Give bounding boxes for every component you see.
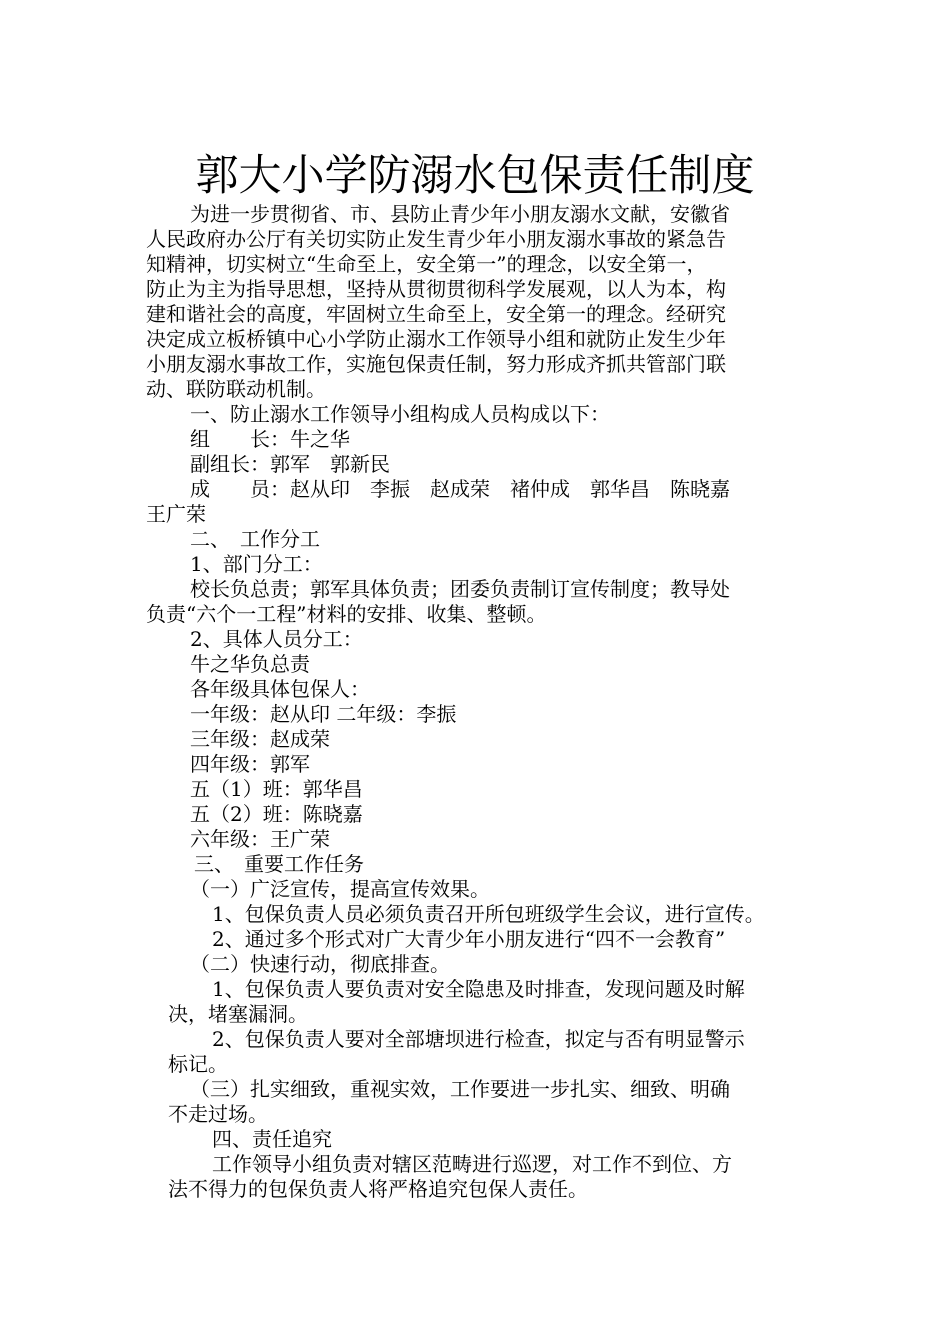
intro-line: 决定成立板桥镇中心小学防止溺水工作领导小组和就防止发生少年 [146, 327, 726, 351]
document-title: 郭大小学防溺水包保责任制度 [195, 151, 755, 201]
task-line: 标记。 [168, 1052, 228, 1076]
staff-line: 三年级：赵成荣 [190, 727, 330, 751]
section-heading: 二、 工作分工 [190, 527, 320, 551]
task-line: 1、包保负责人员必须负责召开所包班级学生会议，进行宣传。 [212, 902, 765, 926]
subsection-heading: 2、具体人员分工： [190, 627, 363, 651]
staff-line: 一年级：赵从印 二年级：李振 [190, 702, 457, 726]
subsection-heading: （二）快速行动，彻底排查。 [190, 952, 450, 976]
members-line: 王广荣 [146, 502, 206, 526]
staff-line: 四年级：郭军 [190, 752, 310, 776]
intro-line: 人民政府办公厅有关切实防止发生青少年小朋友溺水事故的紧急告 [146, 227, 726, 251]
task-line: 2、包保负责人要对全部塘坝进行检查，拟定与否有明显警示 [212, 1027, 745, 1051]
staff-line: 六年级：王广荣 [190, 827, 330, 851]
intro-line: 小朋友溺水事故工作，实施包保责任制，努力形成齐抓共管部门联 [146, 352, 726, 376]
staff-line: 各年级具体包保人： [190, 677, 370, 701]
intro-line: 动、联防联动机制。 [146, 377, 326, 401]
staff-line: 五（2）班：陈晓嘉 [190, 802, 363, 826]
subsection-heading: （三）扎实细致，重视实效，工作要进一步扎实、细致、明确 [190, 1077, 730, 1101]
task-line: 1、包保负责人要负责对安全隐患及时排查，发现问题及时解 [212, 977, 745, 1001]
task-line: 不走过场。 [168, 1102, 268, 1126]
intro-line: 防止为主为指导思想，坚持从贯彻贯彻科学发展观，以人为本，构 [146, 277, 726, 301]
task-line: 决，堵塞漏洞。 [168, 1002, 308, 1026]
staff-line: 五（1）班：郭华昌 [190, 777, 363, 801]
members-line: 成 员：赵从印 李振 赵成荣 褚仲成 郭华昌 陈晓嘉 [190, 477, 730, 501]
intro-line: 为进一步贯彻省、市、县防止青少年小朋友溺水文献，安徽省 [190, 202, 730, 226]
section-heading: 一、防止溺水工作领导小组构成人员构成以下： [190, 402, 610, 426]
intro-line: 知精神，切实树立“生命至上，安全第一”的理念，以安全第一， [146, 252, 707, 276]
deputy-line: 副组长：郭军 郭新民 [190, 452, 390, 476]
paragraph-line: 负责“六个一工程”材料的安排、收集、整顿。 [146, 602, 547, 626]
leader-line: 组 长：牛之华 [190, 427, 350, 451]
paragraph-line: 工作领导小组负责对辖区范畴进行巡逻，对工作不到位、方 [212, 1152, 732, 1176]
paragraph-line: 校长负总责；郭军具体负责；团委负责制订宣传制度；教导处 [190, 577, 730, 601]
section-heading: 三、 重要工作任务 [194, 852, 364, 876]
section-heading: 四、责任追究 [212, 1127, 332, 1151]
task-line: 2、通过多个形式对广大青少年小朋友进行“四不一会教育” [212, 927, 726, 951]
staff-line: 牛之华负总责 [190, 652, 310, 676]
intro-line: 建和谐社会的高度，牢固树立生命至上，安全第一的理念。经研究 [146, 302, 726, 326]
subsection-heading: 1、部门分工： [190, 552, 323, 576]
paragraph-line: 法不得力的包保负责人将严格追究包保人责任。 [168, 1177, 588, 1201]
subsection-heading: （一）广泛宣传，提高宣传效果。 [190, 877, 490, 901]
